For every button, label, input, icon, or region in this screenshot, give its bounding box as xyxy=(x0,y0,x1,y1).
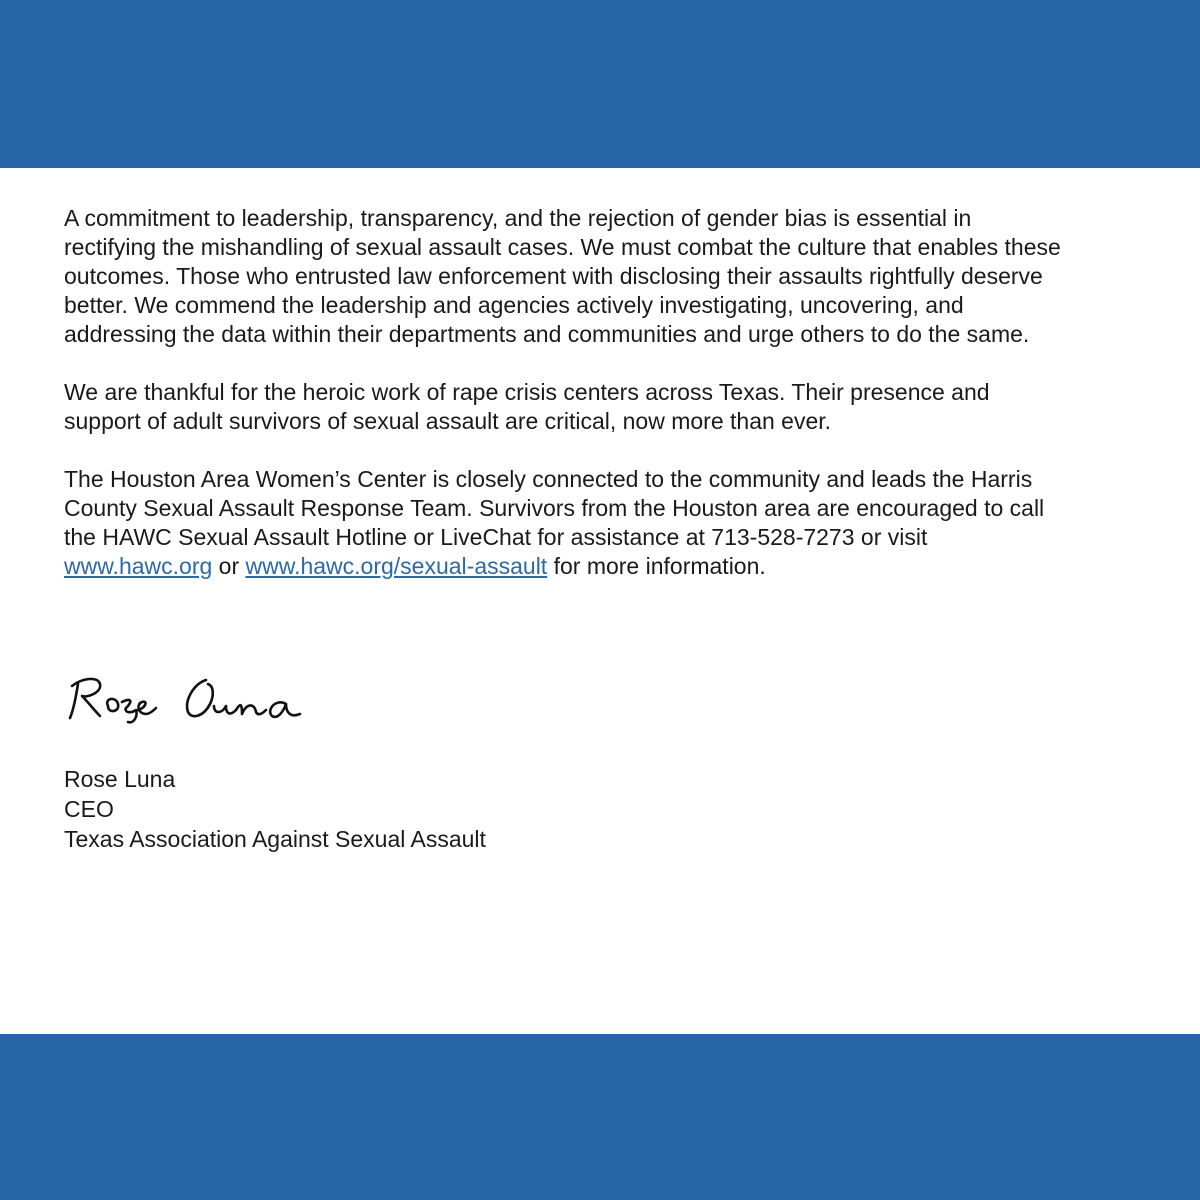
signature-block xyxy=(64,764,486,854)
signer-title: CEO xyxy=(64,796,114,822)
hawc-link[interactable]: www.hawc.org xyxy=(64,553,213,579)
handwritten-signature xyxy=(64,664,364,734)
paragraph-contact xyxy=(64,465,1154,581)
paragraph-thanks: We are thankful for the heroic work of rape crisis centers across Texas. Their presence and support of adult survivors of sexual assault are critical, now more than ever. xyxy=(64,379,990,434)
contact-text: The Houston Area Women’s Center is closely connected to the community and leads the Harris County Sexual Assault Response Team. Survivors from the Houston area are encouraged to call the HAWC Sexual Assault Hotline or LiveChat for assistance at 713-528-7273 or visit xyxy=(64,466,1045,550)
contact-tail: for more information. xyxy=(547,553,766,579)
letter-body xyxy=(64,204,1154,610)
hawc-sexual-assault-link[interactable]: www.hawc.org/sexual-assault xyxy=(245,553,548,579)
bottom-blue-band xyxy=(0,1034,1200,1200)
top-blue-band xyxy=(0,0,1200,168)
signer-organization: Texas Association Against Sexual Assault xyxy=(64,826,486,852)
signer-name: Rose Luna xyxy=(64,766,176,792)
paragraph-commitment: A commitment to leadership, transparency, and the rejection of gender bias is essential in rectifying the mishandling of sexual assault cases. We must combat the culture that enables these outcomes. Those who entrusted law enforcement with disclosing their assaults rightfully deserve better. We commend the leadership and agencies actively investigating, uncovering, and addressing the data within their departments and communities and urge others to do the same. xyxy=(64,205,1061,347)
contact-connector: or xyxy=(212,553,246,579)
